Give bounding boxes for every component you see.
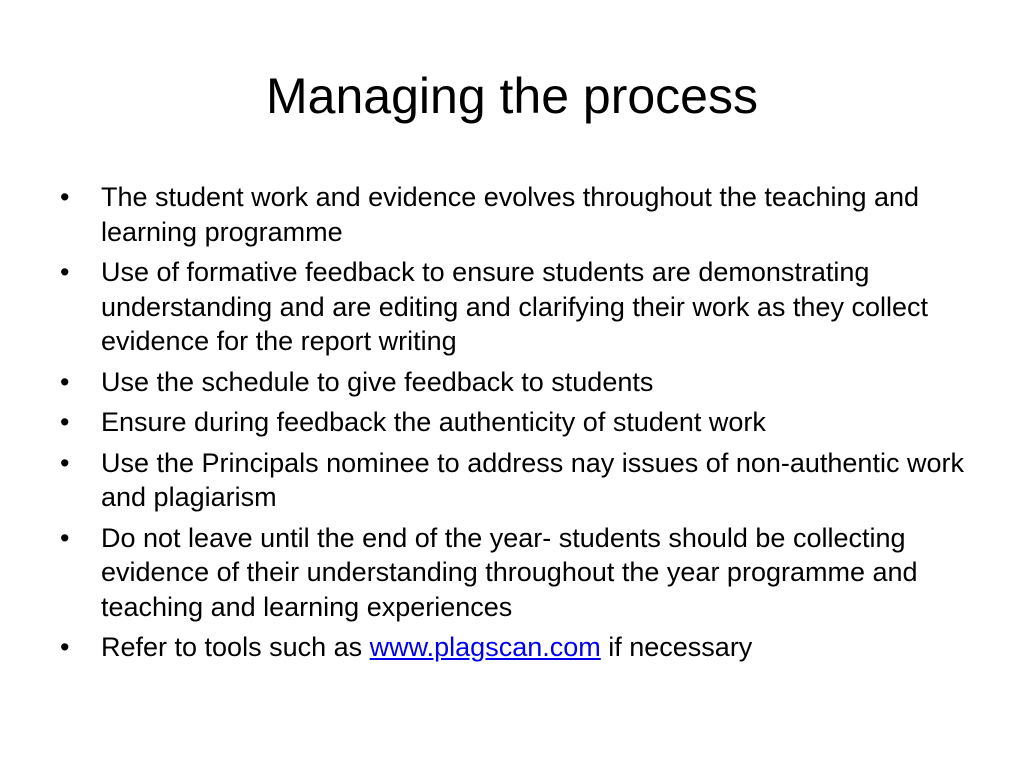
bullet-icon: • <box>60 522 70 553</box>
bullet-text: Use the schedule to give feedback to students <box>101 366 654 397</box>
bullet-item <box>58 405 978 440</box>
bullet-text: Do not leave until the end of the year- students should be collecting evidence of their understanding throughout the year programme and teaching and learning experiences <box>101 522 918 622</box>
bullet-text: The student work and evidence evolves throughout the teaching and learning programme <box>101 182 920 247</box>
bullet-item <box>58 521 978 625</box>
bullet-item <box>58 446 978 515</box>
bullet-item <box>58 630 978 665</box>
bullet-list <box>58 180 978 671</box>
plagscan-link[interactable]: www.plagscan.com <box>369 632 601 662</box>
bullet-icon: • <box>60 632 70 662</box>
bullet-item <box>58 365 978 400</box>
bullet-icon: • <box>60 257 70 287</box>
bullet-icon: • <box>60 366 70 397</box>
bullet-text: Use the Principals nominee to address nay issues of non-authentic work and plagiarism <box>101 447 964 512</box>
bullet-text-suffix: if necessary <box>600 632 753 662</box>
bullet-item <box>58 255 978 359</box>
bullet-text-prefix: Refer to tools such as <box>101 632 370 662</box>
bullet-text: Use of formative feedback to ensure students are demonstrating understanding and are editing and clarifying their work as they collect evidence for the report writing <box>101 257 928 356</box>
slide-title: Managing the process <box>266 68 758 124</box>
bullet-icon: • <box>60 182 70 212</box>
bullet-icon: • <box>60 407 70 437</box>
bullet-icon: • <box>60 447 70 478</box>
bullet-item <box>58 180 978 249</box>
bullet-text: Ensure during feedback the authenticity of student work <box>101 407 766 437</box>
